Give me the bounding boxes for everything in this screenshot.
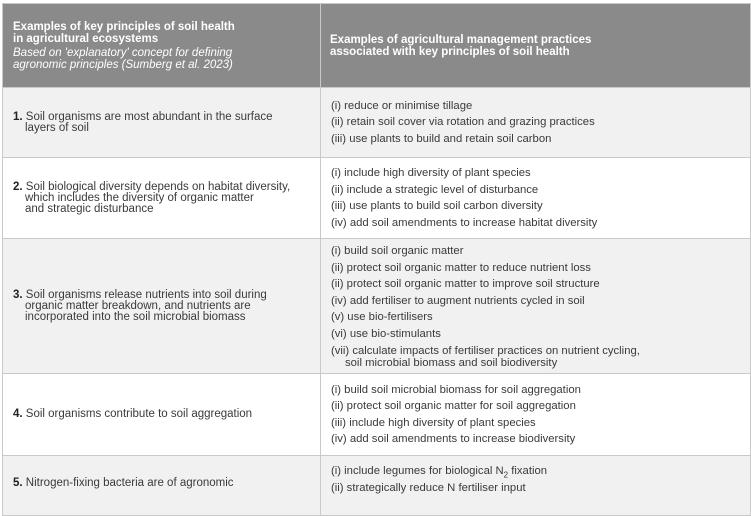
- principle-number: 1.: [13, 110, 23, 123]
- header-principles-title-1: Examples of key principles of soil health: [13, 20, 235, 33]
- practice-item: (iii) use plants to build soil carbon diversity: [331, 200, 543, 212]
- practices-cell: [321, 158, 751, 239]
- header-principles-title-2: in agricultural ecosystems: [13, 32, 159, 45]
- practice-item: (ii) include a strategic level of disturbance: [331, 183, 539, 196]
- principle-text: Soil organisms contribute to soil aggregation: [22, 408, 253, 420]
- header-practices-title-1: Examples of agricultural management practices: [330, 33, 592, 46]
- practice-item: [331, 463, 740, 480]
- practices-cell: [321, 456, 751, 516]
- practice-item: (ii) protect soil organic matter to improve soil structure: [331, 278, 600, 290]
- principle-text-cont: layers of soil: [25, 121, 89, 134]
- principle-cell: [3, 239, 321, 374]
- principle-number: 4.: [13, 408, 23, 420]
- principle-cell: [3, 374, 321, 456]
- practice-item: [331, 345, 740, 369]
- practice-item: (ii) strategically reduce N fertiliser input: [331, 481, 526, 494]
- practices-cell: [321, 374, 751, 456]
- header-practices: [321, 4, 751, 88]
- header-principles: [3, 4, 321, 88]
- table-row: [3, 456, 751, 516]
- practice-item: (iii) use plants to build and retain soil carbon: [331, 132, 552, 145]
- practice-item: (ii) protect soil organic matter for soil aggregation: [331, 400, 576, 412]
- table-row: [3, 239, 751, 374]
- practice-item: (iii) include high diversity of plant species: [331, 416, 536, 429]
- principle-text: Soil biological diversity depends on habitat diversity,: [22, 180, 291, 193]
- table-row: [3, 88, 751, 158]
- soil-health-table: [2, 3, 751, 516]
- practice-item-text-suffix: fixation: [508, 465, 548, 477]
- header-principles-subtitle-2: agronomic principles (Sumberg et al. 2023): [13, 58, 233, 71]
- practice-item: (ii) retain soil cover via rotation and grazing practices: [331, 116, 595, 129]
- practice-item-text: (i) include legumes for biological N: [331, 465, 504, 477]
- practice-item: (i) reduce or minimise tillage: [331, 99, 473, 112]
- practice-item: (vi) use bio-stimulants: [331, 327, 441, 340]
- practices-cell: [321, 239, 751, 374]
- practice-item: (i) include high diversity of plant species: [331, 167, 531, 179]
- principle-text: Soil organisms release nutrients into soil during: [22, 288, 267, 301]
- principle-text: Soil organisms are most abundant in the surface: [22, 110, 273, 123]
- practice-item: (v) use bio-fertilisers: [331, 311, 433, 323]
- table-header-row: [3, 4, 751, 88]
- header-practices-title-2: associated with key principles of soil health: [330, 45, 570, 58]
- principle-text-cont: and strategic disturbance: [25, 202, 154, 215]
- subscript: 2: [503, 470, 509, 480]
- practice-item: (iv) add soil amendments to increase habitat diversity: [331, 216, 598, 229]
- principle-number: 2.: [13, 180, 23, 193]
- practice-item: (iv) add soil amendments to increase biodiversity: [331, 433, 576, 445]
- principle-cell: [3, 88, 321, 158]
- practice-item: (iv) add fertiliser to augment nutrients cycled in soil: [331, 294, 585, 307]
- principle-number: 5.: [13, 477, 23, 489]
- table-row: [3, 158, 751, 239]
- principle-text-cont: organic matter breakdown, and nutrients are: [25, 299, 251, 312]
- principle-text: Nitrogen-fixing bacteria are of agronomic: [22, 477, 234, 489]
- practice-item: (i) build soil microbial biomass for soil aggregation: [331, 383, 581, 396]
- principle-text-cont: incorporated into the soil microbial biomass: [25, 310, 246, 323]
- practice-item: (ii) protect soil organic matter to reduce nutrient loss: [331, 261, 591, 274]
- principle-number: 3.: [13, 288, 23, 301]
- principle-cell: [3, 456, 321, 516]
- principle-text-cont: which includes the diversity of organic matter: [25, 191, 254, 204]
- practice-item-cont: soil microbial biomass and soil biodiversity: [345, 357, 558, 369]
- header-principles-subtitle-1: Based on 'explanatory' concept for defining: [13, 46, 233, 59]
- practices-cell: [321, 88, 751, 158]
- principle-cell: [3, 158, 321, 239]
- practice-item: (i) build soil organic matter: [331, 245, 464, 257]
- table-row: [3, 374, 751, 456]
- practice-item-text: (vii) calculate impacts of fertiliser practices on nutrient cycling,: [331, 345, 640, 357]
